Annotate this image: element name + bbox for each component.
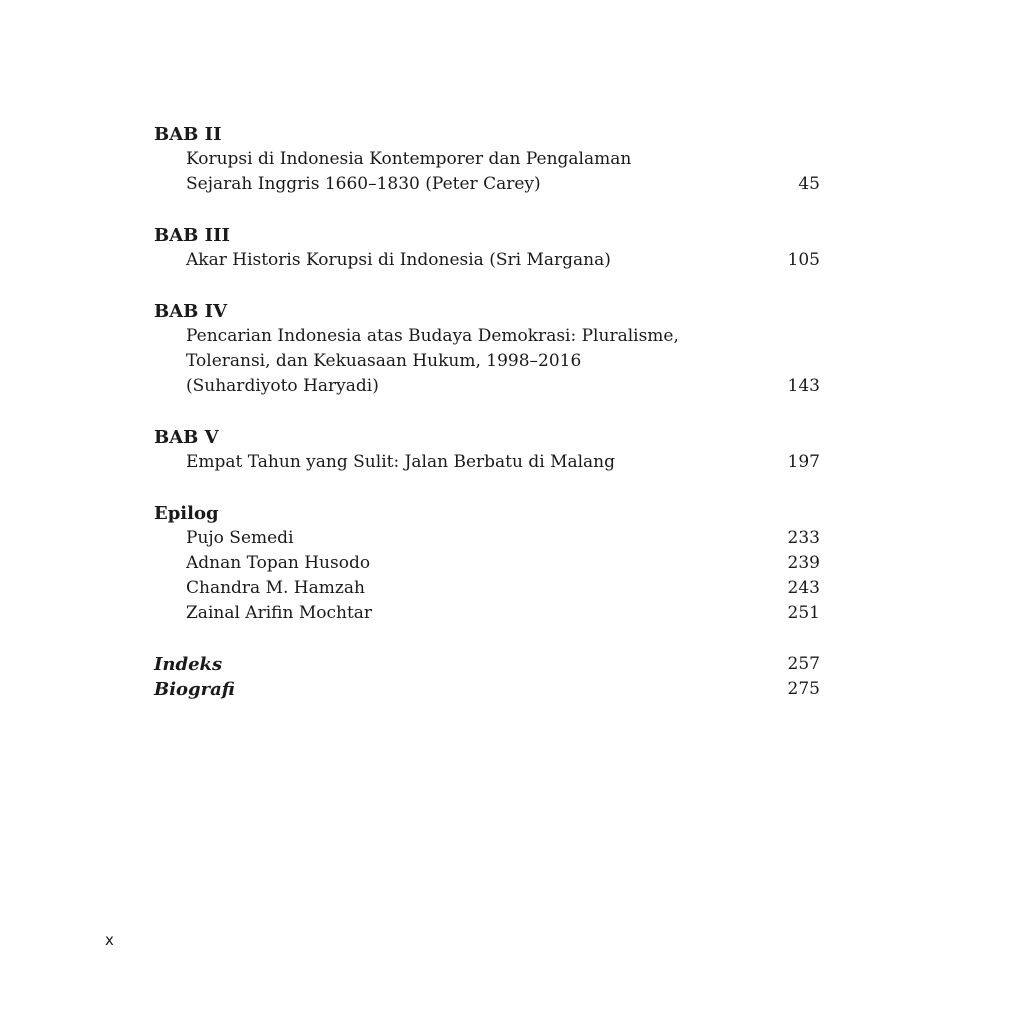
toc-entry [154, 551, 820, 576]
toc-entry [154, 601, 820, 626]
section-heading: BAB II [154, 124, 222, 145]
entry-page-number: 143 [787, 376, 820, 396]
toc-section-bab-ii [154, 122, 820, 197]
entry-line: Empat Tahun yang Sulit: Jalan Berbatu di Malang [186, 452, 616, 472]
entry-line: Pencarian Indonesia atas Budaya Demokrasi: Pluralisme, [186, 326, 679, 346]
table-of-contents [154, 122, 820, 702]
entry-title [186, 248, 611, 273]
entry-line: Zainal Arifin Mochtar [186, 603, 373, 623]
toc-section-bab-v [154, 425, 820, 475]
toc-section-bab-iv [154, 299, 820, 399]
toc-entry [154, 324, 820, 399]
entry-title [186, 450, 615, 475]
entry-page-number: 243 [787, 578, 820, 598]
entry-page-number: 239 [787, 553, 820, 573]
entry-line: (Suhardiyoto Haryadi) [186, 376, 379, 396]
entry-page-number: 233 [787, 528, 820, 548]
entry-line: Pujo Semedi [186, 528, 294, 548]
section-heading: BAB V [154, 427, 219, 448]
entry-title [186, 526, 294, 551]
toc-entry-biografi [154, 677, 820, 702]
toc-entry [154, 526, 820, 551]
toc-entry [154, 576, 820, 601]
entry-page-number: 275 [787, 679, 820, 699]
back-matter-label: Biografi [154, 679, 235, 700]
toc-section-bab-iii [154, 223, 820, 273]
page-folio: x [105, 931, 114, 949]
entry-title [186, 551, 370, 576]
entry-line: Akar Historis Korupsi di Indonesia (Sri Margana) [186, 250, 611, 270]
toc-entry [154, 450, 820, 475]
toc-section-epilog [154, 501, 820, 626]
entry-line: Chandra M. Hamzah [186, 578, 365, 598]
section-heading: Epilog [154, 503, 219, 524]
entry-page-number: 105 [787, 250, 820, 270]
entry-page-number: 197 [787, 452, 820, 472]
entry-line: Toleransi, dan Kekuasaan Hukum, 1998–2016 [186, 351, 582, 371]
toc-entry [154, 248, 820, 273]
toc-entry-indeks [154, 652, 820, 677]
entry-page-number: 251 [787, 603, 820, 623]
section-heading: BAB IV [154, 301, 228, 322]
entry-title [186, 147, 631, 197]
toc-back-matter [154, 652, 820, 702]
entry-page-number: 45 [798, 174, 820, 194]
section-heading: BAB III [154, 225, 230, 246]
entry-line: Korupsi di Indonesia Kontemporer dan Pengalaman [186, 149, 632, 169]
entry-title [186, 576, 365, 601]
back-matter-label: Indeks [154, 654, 223, 675]
entry-title [186, 324, 679, 399]
entry-line: Adnan Topan Husodo [186, 553, 371, 573]
entry-title [186, 601, 372, 626]
entry-line: Sejarah Inggris 1660–1830 (Peter Carey) [186, 174, 541, 194]
toc-entry [154, 147, 820, 197]
entry-page-number: 257 [787, 654, 820, 674]
